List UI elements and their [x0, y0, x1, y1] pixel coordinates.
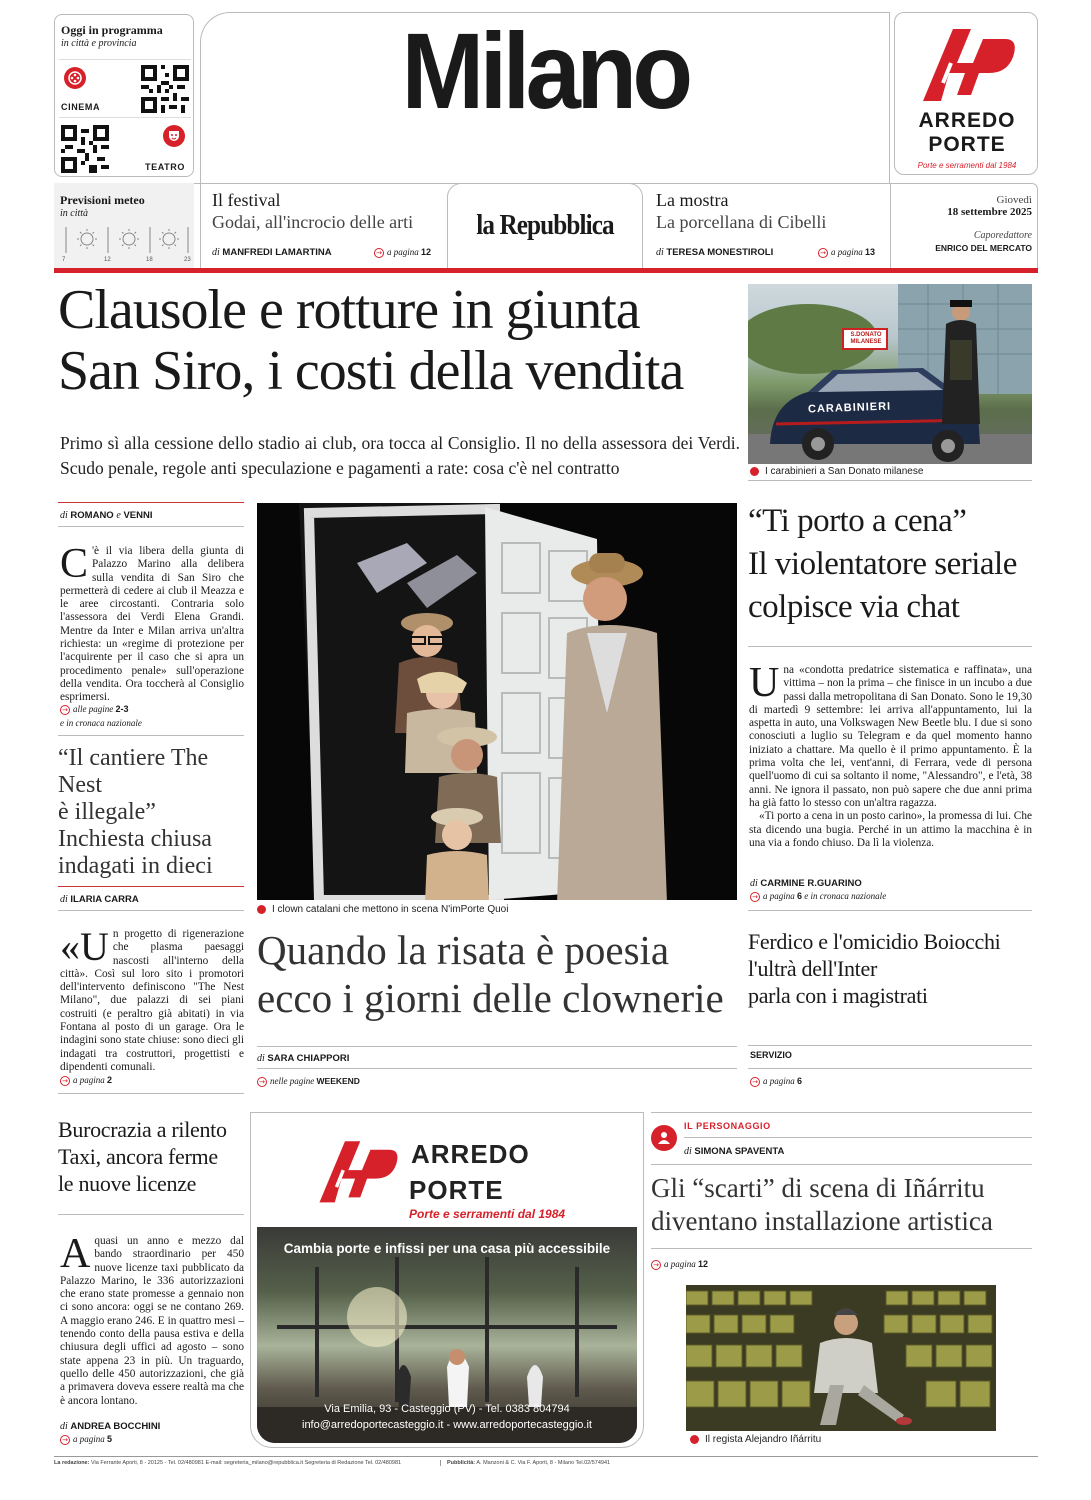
events-subtitle: in città e provincia: [61, 38, 137, 49]
clown-byline: di SARA CHIAPPORI: [257, 1053, 350, 1064]
ad-arredo-porte[interactable]: [250, 1112, 644, 1448]
ad-logo-icon: [311, 1133, 401, 1209]
repubblica-logo[interactable]: la Repubblica: [476, 210, 614, 241]
chat-headline[interactable]: “Ti porto a cena” Il violentatore seriale colpisce via chat: [748, 503, 1017, 625]
ad-brand2: PORTE: [409, 1175, 504, 1205]
nest-byline: di ILARIA CARRA: [60, 894, 139, 905]
cinema-qr-code[interactable]: [141, 65, 189, 113]
mostra-page: 13: [865, 247, 876, 257]
ad-top-brand1: ARREDO: [918, 109, 1016, 132]
editor-name: ENRICO DEL MERCATO: [935, 243, 1032, 253]
ad-photo: [257, 1227, 637, 1443]
mostra-title: La porcellana di Cibelli: [656, 212, 827, 232]
festival-title: Godai, all'incrocio delle arti: [212, 212, 414, 232]
meteo-hour-18: 18: [146, 257, 153, 263]
ad-tagline: Porte e serramenti dal 1984: [409, 1207, 566, 1221]
nest-headline[interactable]: “Il cantiere The Nest è illegale” Inchiesta chiusa indagati in dieci: [58, 745, 213, 879]
clown-caption: I clown catalani che mettono in scena N'imPorte Quoi: [257, 904, 508, 915]
teatro-mask-icon: [163, 125, 185, 147]
festival-teaser[interactable]: [212, 190, 444, 265]
ferdico-headline[interactable]: Ferdico e l'omicidio Boiocchi l'ultrà dell'Inter parla con i magistrati: [748, 929, 1001, 1008]
header-red-rule: [54, 268, 1038, 273]
taxi-byline: di ANDREA BOCCHINI: [60, 1421, 161, 1432]
meteo-title: Previsioni meteo: [60, 193, 145, 207]
editor-role: Caporedattore: [973, 230, 1032, 241]
masthead-title: Milano: [401, 10, 689, 131]
carabinieri-photo: [748, 284, 1032, 464]
weather-icons: [62, 223, 190, 257]
taxi-headline[interactable]: Burocrazia a rilento Taxi, ancora ferme le nuove licenze: [58, 1117, 227, 1196]
photo-sign: S.DONATO MILANESE: [850, 332, 882, 345]
festival-by: di: [212, 247, 220, 258]
taxi-ref[interactable]: → a pagina 5: [60, 1434, 112, 1445]
clown-photo: [257, 503, 737, 900]
inarritu-photo: [686, 1285, 996, 1431]
ad-contacts[interactable]: info@arredoportecasteggio.it - www.arredoportecasteggio.it: [302, 1419, 592, 1431]
date-box: [894, 194, 1032, 253]
ad-slogan: Cambia porte e infissi per una casa più accessibile: [283, 1241, 611, 1256]
sansiro-ref[interactable]: → alle pagine 2-3: [60, 704, 129, 715]
inarritu-headline[interactable]: Gli “scarti” di scena di Iñárritu diventano installazione artistica: [651, 1173, 993, 1236]
lead-standfirst: Primo sì alla cessione dello stadio ai club, ora tocca al Consiglio. Il no della assessora dei Verdi. Scudo penale, regole anti speculazione e pagamenti a rate: cosa c'è nel contratto: [60, 433, 740, 478]
personaggio-kicker: IL PERSONAGGIO: [684, 1121, 771, 1131]
personaggio-icon: [651, 1125, 677, 1151]
ad-top[interactable]: [894, 12, 1038, 175]
festival-author: MANFREDI LAMARTINA: [222, 247, 332, 258]
teatro-label: TEATRO: [145, 162, 185, 172]
chat-ref[interactable]: → a pagina 6 e in cronaca nazionale: [750, 891, 886, 902]
photo-car-label: CARABINIERI: [807, 400, 892, 416]
events-title: Oggi in programma: [61, 23, 163, 37]
festival-ref: a pagina: [387, 247, 419, 257]
ferdico-byline: SERVIZIO: [750, 1050, 792, 1060]
date-full: 18 settembre 2025: [947, 206, 1032, 218]
clown-headline[interactable]: Quando la risata è poesia ecco i giorni delle clownerie: [257, 927, 724, 1021]
teatro-qr-code[interactable]: [61, 125, 109, 173]
ad-brand1: ARREDO: [411, 1139, 530, 1169]
ad-top-brand2: PORTE: [928, 133, 1006, 156]
arrow-icon: →: [818, 248, 828, 258]
inarritu-byline: di SIMONA SPAVENTA: [684, 1146, 785, 1157]
taxi-body: Aquasi un anno e mezzo dal bando straordinario per 450 nuove licenze taxi pubblicato da Palazzo Marino, le 336 autorizzazioni che erano state promesse a gennaio non ci sono ancora: oggi se ne contano 269. A maggio erano 246. E in quattro mesi – tenendo conto della pausa estiva e della chiusura degli uffici ad agosto – sono state appena 23 in più. Un traguardo, quello delle 450 autorizzazioni, che già a primavera doveva essere realtà ma che è ancora lontano.: [60, 1231, 244, 1407]
mostra-ref: a pagina: [831, 247, 863, 257]
nest-ref[interactable]: → a pagina 2: [60, 1075, 112, 1086]
mostra-kicker: La mostra: [656, 190, 729, 210]
carabinieri-caption: I carabinieri a San Donato milanese: [750, 466, 923, 477]
ferdico-ref[interactable]: → a pagina 6: [750, 1076, 802, 1087]
sansiro-byline: di ROMANO e VENNI: [60, 510, 153, 521]
chat-body: Una «condotta predatrice sistematica e raffinata», una vittima – non la prima – che finisce in un incubo a due passi dalla metropolitana di San Donato. Sono le 19,30 di martedì 9 settembre: lei arriva all'appuntamento, lui la aspetta in auto, una Volkswagen New Beetle blu. I due si sono conosciuti a luglio su Telegram e da quel momento hanno iniziato a chattare. Ma quello è il primo appuntamento. È la prima volta che lei, vent'anni, di Ferrara, vede di persona quell'uomo di cui sa soltanto il nome, "Alessandro", e l'età, 38 anni. Ne ignora il passato, non può sapere che due anni prima ha già fatto lo stesso con un'altra ragazza. «Ti porto a cena in un posto carino», la promessa di lui. Che sta dicendo una bugia. Perché in un attimo la macchina è in una via a fondo chiuso. Da lì la violenza.: [749, 660, 1032, 849]
meteo-subtitle: in città: [60, 208, 89, 219]
clown-ref[interactable]: → nelle pagine WEEKEND: [257, 1076, 360, 1087]
inarritu-caption: Il regista Alejandro Iñárritu: [690, 1434, 821, 1445]
mostra-teaser[interactable]: [656, 190, 888, 265]
sansiro-ref2: e in cronaca nazionale: [60, 718, 142, 728]
sansiro-body: C 'è il via libera della giunta di Palazzo Marino alla delibera sulla vendita di San Siro che permetterà di cedere ai club il Meazza e le aree circostanti. Contraria solo l'assessora dei Verdi Elena Grandi. Mentre da Inter e Milan arriva un'altra richiesta: un «regime di protezione per l'acquirente per il caso che si apra un procedimento penale» sull'operazione della vendita. Ora toccherà al Consiglio esprimersi.: [60, 541, 244, 704]
festival-page: 12: [421, 247, 432, 257]
nest-body: «Un progetto di rigenerazione che plasma paesaggi nascosti all'interno della città». Così sul loro sito i promotori dell'intervento definiscono "The Nest Milano", due palazzi di sei piani costruiti (e peraltro già abitati) in via Fontana al posto di un garage. Ora le indagini sono state chiuse: sono dieci gli indagati tra costruttori, progettisti e dipendenti comunali.: [60, 924, 244, 1073]
ad-top-tagline: Porte e serramenti dal 1984: [917, 161, 1017, 170]
ad-address: Via Emilia, 93 - Casteggio (PV) - Tel. 0383 804794: [324, 1403, 570, 1415]
events-box: [54, 14, 194, 177]
meteo-box: [54, 183, 194, 268]
chat-byline: di CARMINE R.GUARINO: [750, 878, 862, 889]
meteo-hour-23: 23: [184, 257, 191, 263]
footer-redazione: La redazione: Via Ferrante Aporti, 8 - 20125 - Tel. 02/480981 E-mail: segreteria_milano@repubblica.it Segreteria di Redazione Tel. 02/480981: [54, 1460, 402, 1466]
festival-kicker: Il festival: [212, 190, 281, 210]
inarritu-ref[interactable]: → a pagina 12: [651, 1259, 708, 1270]
arredo-porte-logo-icon: [913, 21, 1019, 107]
date-day: Giovedì: [996, 194, 1032, 206]
mostra-by: di: [656, 247, 664, 258]
mostra-author: TERESA MONESTIROLI: [666, 247, 774, 258]
footer-pubblicita: Pubblicità: A. Manzoni & C. Via F. Aporti, 8 - Milano Tel.02/574941: [440, 1460, 610, 1466]
cinema-label: CINEMA: [61, 102, 101, 112]
lead-headline-line1: Clausole e rotture in giunta: [58, 279, 640, 341]
cinema-icon: [64, 67, 86, 89]
arrow-icon: →: [374, 248, 384, 258]
meteo-hour-12: 12: [104, 257, 111, 263]
meteo-hour-7: 7: [62, 257, 66, 263]
lead-headline-line2: San Siro, i costi della vendita: [58, 340, 684, 402]
lead-headline[interactable]: [58, 280, 748, 402]
